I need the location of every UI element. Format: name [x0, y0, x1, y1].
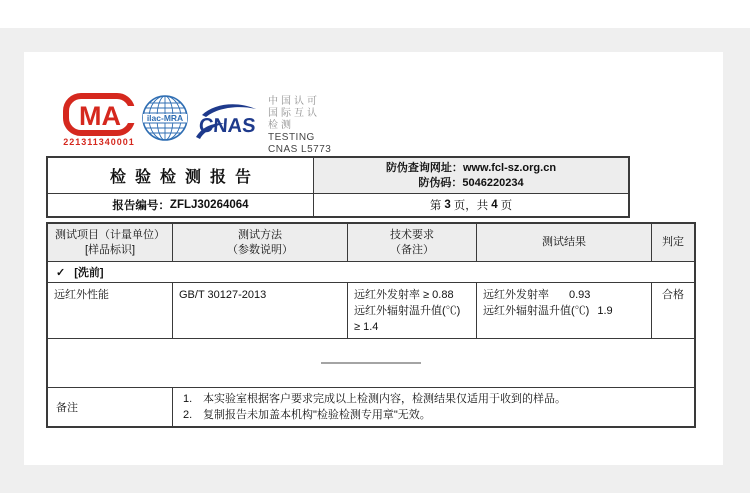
accreditation-line-3: 检测 — [268, 120, 294, 131]
remark-item-2-text: 复制报告未加盖本机构"检验检测专用章"无效。 — [203, 409, 431, 421]
page-total: 4 — [491, 199, 498, 211]
end-of-data-dash — [321, 363, 421, 364]
antifake-code-label: 防伪码： — [418, 176, 463, 189]
report-title: 检验检测报告 — [48, 158, 314, 194]
ilac-mra-globe-icon — [140, 93, 190, 143]
remark-item-1 — [183, 391, 686, 407]
header-test-method-line1: 测试方法 — [238, 228, 282, 241]
page-current: 3 — [444, 199, 451, 211]
end-of-data-row — [48, 339, 694, 388]
remark-item-1-number: 1. — [183, 393, 193, 405]
header-test-item — [48, 224, 173, 261]
cma-certificate-number: 221311340001 — [63, 137, 135, 147]
header-test-method — [173, 224, 348, 261]
ilac-mra-label: ilac-MRA — [146, 113, 184, 123]
result-line2-label: 远红外辐射温升值(℃) — [483, 305, 590, 317]
cell-tech-requirement — [348, 283, 477, 338]
report-number — [48, 194, 314, 216]
header-test-method-line2: （参数说明） — [227, 243, 293, 256]
accreditation-line-2: 国际互认 — [268, 108, 320, 119]
cell-test-method: GB/T 30127-2013 — [173, 283, 348, 338]
cnas-logo — [194, 101, 260, 146]
report-number-value: ZFLJ30264064 — [169, 199, 249, 211]
antifake-url-line — [386, 161, 556, 176]
page-word-1: 第 — [429, 200, 442, 212]
accreditation-line-1: 中国认可 — [268, 96, 320, 107]
header-tech-requirement-line1: 技术要求 — [390, 228, 434, 241]
remark-item-2 — [183, 407, 686, 423]
cma-mark-icon — [62, 92, 136, 137]
result-line1-value: 0.93 — [569, 289, 591, 301]
page-word-3: 页 — [500, 200, 513, 212]
cnas-letters: CNAS — [198, 115, 257, 137]
report-number-label: 报告编号： — [112, 200, 170, 212]
result-line1-label: 远红外发射率 — [483, 289, 549, 301]
accreditation-line-4: TESTING — [268, 132, 315, 143]
page-word-2: 页，共 — [453, 200, 489, 212]
test-result-table — [46, 222, 696, 428]
result-line2 — [483, 303, 645, 319]
cma-logo — [62, 92, 136, 147]
requirement-line1: 远红外发射率 ≥ 0.88 — [354, 289, 454, 301]
ilac-mra-logo — [140, 93, 190, 148]
remark-item-1-text: 本实验室根据客户要求完成以上检测内容，检测结果仅适用于收到的样品。 — [203, 393, 566, 405]
cma-letters: MA — [79, 101, 121, 131]
antifake-info — [314, 158, 628, 194]
sample-mark-row — [48, 262, 694, 283]
cell-test-result — [477, 283, 652, 338]
header-test-item-line2: [样品标识] — [84, 243, 136, 256]
result-line2-value: 1.9 — [597, 305, 613, 317]
test-data-row — [48, 283, 694, 339]
table-header-row — [48, 224, 694, 262]
report-header-table — [46, 156, 630, 218]
accreditation-line-5: CNAS L5773 — [268, 144, 332, 155]
antifake-url-value: www.fcl-sz.org.cn — [462, 161, 557, 174]
header-test-item-line1: 测试项目（计量单位） — [55, 228, 165, 241]
accreditation-text — [268, 96, 331, 156]
requirement-line2: 远红外辐射温升值(℃) — [354, 305, 461, 317]
remarks-body — [173, 388, 694, 426]
sample-mark-label: [洗前] — [74, 267, 104, 279]
cell-judgement: 合格 — [662, 289, 684, 301]
requirement-line3: ≥ 1.4 — [354, 321, 379, 333]
antifake-code-line — [418, 176, 523, 191]
cnas-swoosh-icon — [194, 101, 260, 141]
result-line1 — [483, 287, 645, 303]
header-judgement: 判定 — [662, 236, 684, 248]
remarks-label: 备注 — [48, 388, 173, 426]
remarks-row — [48, 388, 694, 426]
header-test-result: 测试结果 — [477, 224, 652, 261]
antifake-url-label: 防伪查询网址： — [385, 161, 463, 174]
cell-test-item: 远红外性能 — [48, 283, 173, 338]
check-icon: ✓ — [56, 266, 66, 279]
page-indicator — [314, 194, 628, 216]
report-document — [24, 52, 723, 465]
accreditation-logos — [62, 92, 331, 156]
antifake-code-value: 5046220234 — [462, 176, 524, 189]
header-tech-requirement-line2: （备注） — [390, 243, 434, 256]
remark-item-2-number: 2. — [183, 409, 193, 421]
header-tech-requirement — [348, 224, 477, 261]
